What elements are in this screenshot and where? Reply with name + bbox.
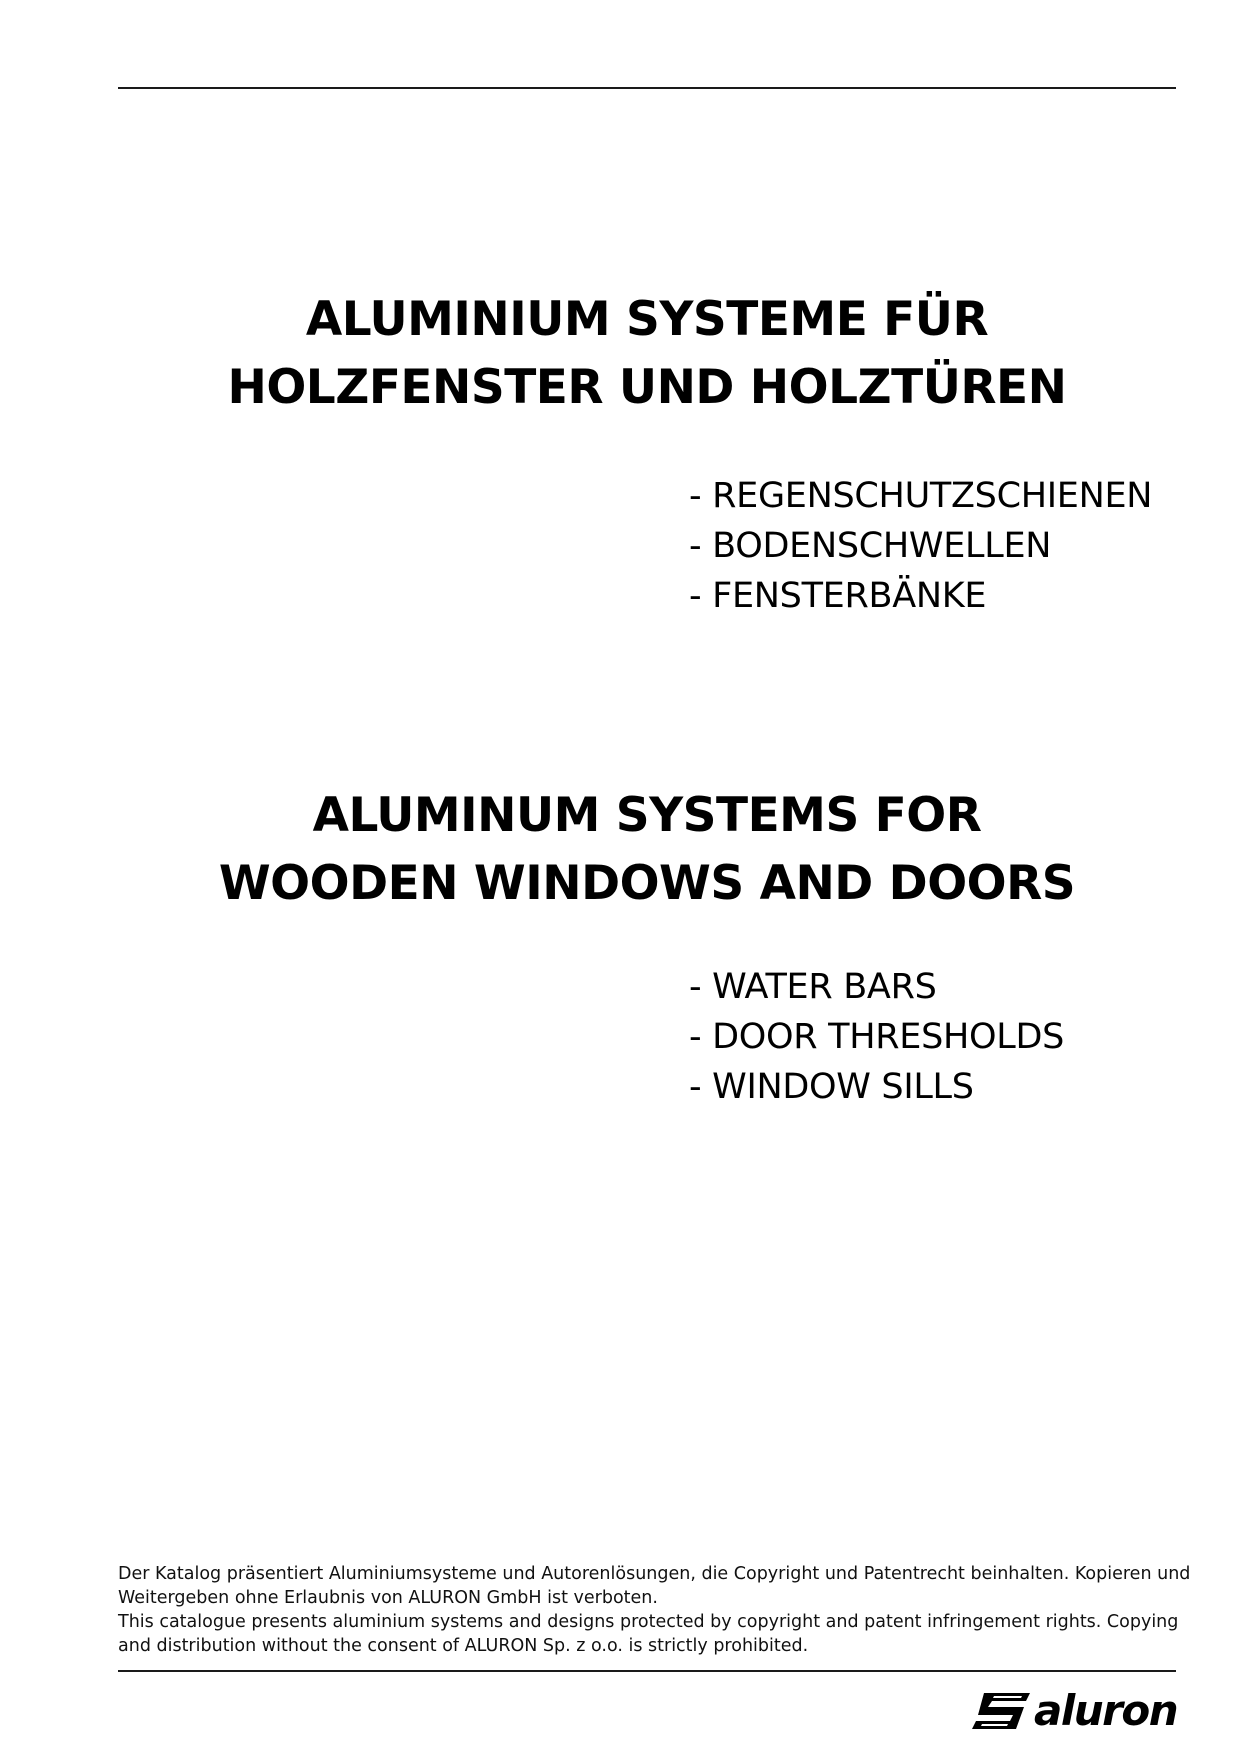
copyright-notice bbox=[118, 1562, 1198, 1658]
aluron-logo-icon bbox=[972, 1693, 1030, 1729]
english-title-line-2: WOODEN WINDOWS AND DOORS bbox=[218, 856, 1076, 911]
english-title-line-1: ALUMINUM SYSTEMS FOR bbox=[312, 788, 982, 843]
copyright-notice-english: This catalogue presents aluminium systems and designs protected by copyright and patent infringement rights. Copying and distribution without the consent of ALURON Sp. z o.o. is strictly prohibited. bbox=[118, 1612, 1179, 1656]
english-product-item: - WATER BARS bbox=[689, 967, 937, 1007]
german-product-item: - BODENSCHWELLEN bbox=[689, 526, 1052, 566]
english-product-item: - DOOR THRESHOLDS bbox=[689, 1017, 1065, 1057]
german-title-line-2: HOLZFENSTER UND HOLZTÜREN bbox=[227, 360, 1067, 415]
copyright-notice-german: Der Katalog präsentiert Aluminiumsysteme und Autorenlösungen, die Copyright und Patentrecht beinhalten. Kopieren und Weitergeben ohne Erlaubnis von ALURON GmbH ist verboten. bbox=[118, 1564, 1191, 1608]
aluron-logo bbox=[972, 1686, 1177, 1736]
english-product-item: - WINDOW SILLS bbox=[689, 1067, 974, 1107]
german-product-list bbox=[689, 471, 1152, 621]
german-product-item: - REGENSCHUTZSCHIENEN bbox=[689, 476, 1153, 516]
bottom-divider bbox=[118, 1670, 1176, 1672]
english-title bbox=[118, 782, 1176, 918]
top-divider bbox=[118, 87, 1176, 89]
german-title bbox=[118, 286, 1176, 422]
german-product-item: - FENSTERBÄNKE bbox=[689, 576, 987, 616]
aluron-logo-text: aluron bbox=[1034, 1686, 1178, 1735]
german-title-line-1: ALUMINIUM SYSTEME FÜR bbox=[305, 292, 989, 347]
english-product-list bbox=[689, 962, 1064, 1112]
